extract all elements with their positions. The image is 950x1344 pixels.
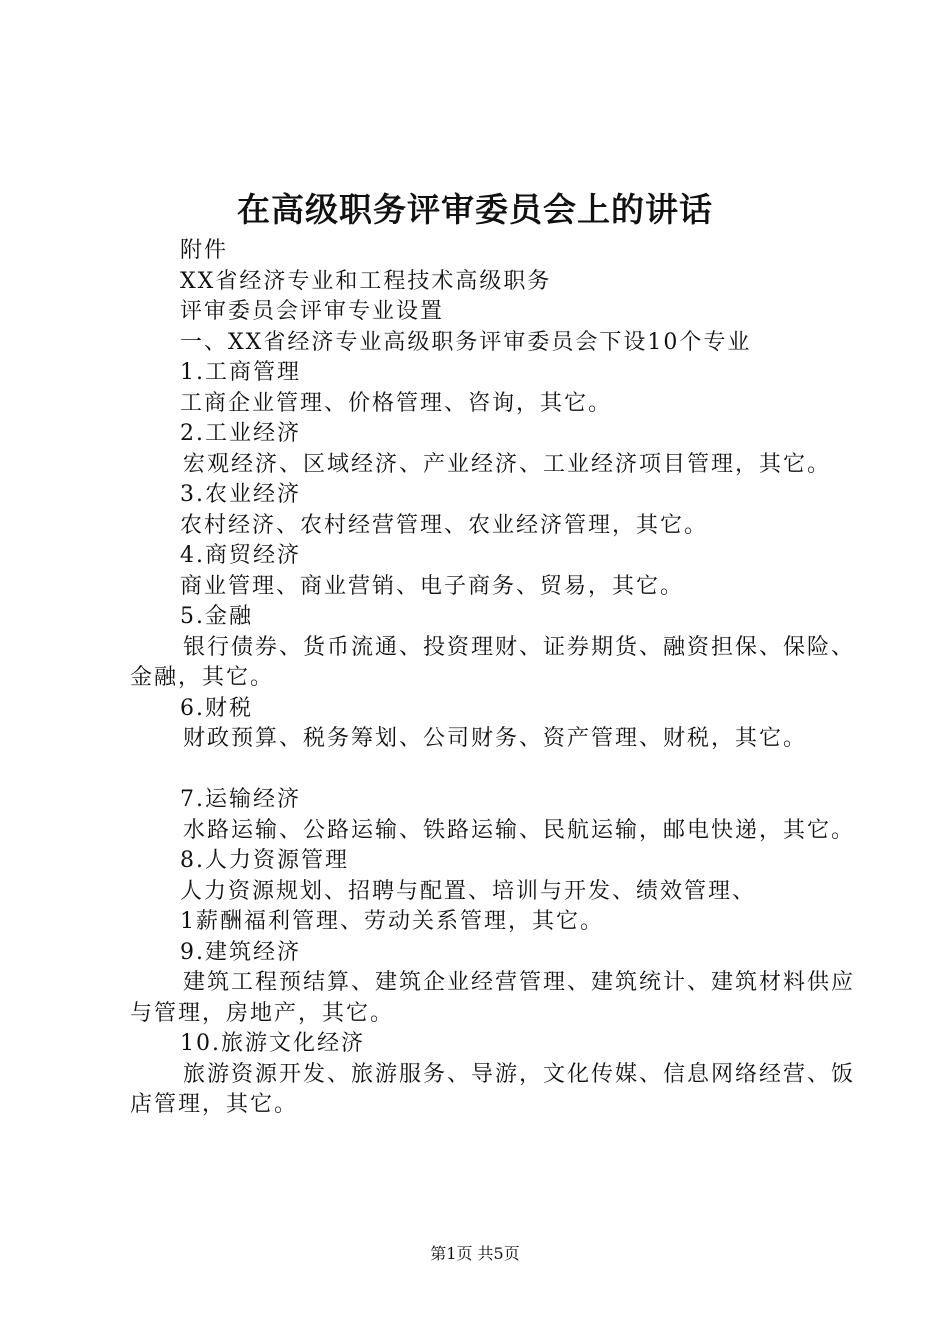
item-body: 人力资源规划、招聘与配置、培训与开发、绩效管理、 [180, 878, 757, 904]
item-body: 财政预算、税务筹划、公司财务、资产管理、财税，其它。 [183, 726, 808, 751]
text-line: 附件 [180, 238, 229, 263]
item-heading: 7.运输经济 [180, 787, 301, 812]
item-body: 银行债券、货币流通、投资理财、证券期货、融资担保、保险、金融，其它。 [130, 634, 856, 690]
item-body: 农村经济、农村经营管理、农业经济管理，其它。 [180, 512, 709, 538]
section-heading: 一、XX省经济专业高级职务评审委员会下设10个专业 [180, 329, 752, 355]
item-heading: 5.金融 [180, 604, 253, 629]
item-body: 1薪酬福利管理、劳动关系管理，其它。 [180, 909, 604, 934]
document-body [130, 236, 860, 1121]
item-body: 商业管理、商业营销、电子商务、贸易，其它。 [180, 573, 685, 599]
item-body: 建筑工程预结算、建筑企业经营管理、建筑统计、建筑材料供应与管理，房地产，其它。 [130, 970, 856, 1026]
text-line: 评审委员会评审专业设置 [180, 299, 445, 324]
item-heading: 2.工业经济 [180, 421, 301, 446]
item-heading: 9.建筑经济 [180, 939, 301, 965]
item-heading: 10.旅游文化经济 [180, 1031, 365, 1056]
item-heading: 3.农业经济 [180, 482, 301, 507]
blank-line [130, 755, 860, 786]
item-heading: 4.商贸经济 [180, 543, 301, 568]
item-heading: 1.工商管理 [180, 360, 301, 385]
item-heading: 8.人力资源管理 [180, 848, 349, 873]
item-body: 宏观经济、区域经济、产业经济、工业经济项目管理，其它。 [183, 451, 832, 477]
item-body: 旅游资源开发、旅游服务、导游，文化传媒、信息网络经营、饭店管理，其它。 [130, 1061, 856, 1117]
item-body: 水路运输、公路运输、铁路运输、民航运输，邮电快递，其它。 [183, 817, 856, 843]
page-footer: 第1页 共5页 [430, 1244, 520, 1263]
item-heading: 6.财税 [180, 695, 253, 721]
document-title: 在高级职务评审委员会上的讲话 [237, 190, 713, 229]
item-body: 工商企业管理、价格管理、咨询，其它。 [180, 390, 613, 416]
text-line: XX省经济专业和工程技术高级职务 [180, 268, 552, 294]
